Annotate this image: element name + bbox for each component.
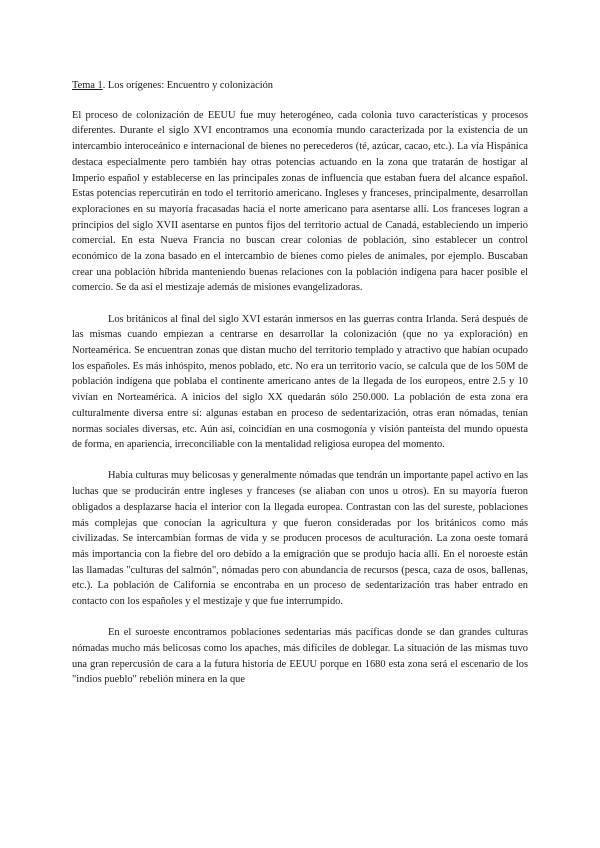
paragraph-3: Había culturas muy belicosas y generalmente nómadas que tendrán un importante papel activo en las luchas que se producirán entre ingleses y franceses (se aliaban con unos u otros). En su mayoría fueron obligados a desplazarse hacia el interior con la llegada europea. Contrastan con las del sureste, poblaciones más complejas que conocían la agricultura y que fueron consideradas por los británicos como más civilizadas. Se intercambian formas de vida y se producen procesos de aculturación. La zona oeste tomará más importancia con la fiebre del oro debido a la emigración que se produjo hacia allí. En el noroeste están las llamadas "culturas del salmón", nómadas pero con abundancia de recursos (pesca, caza de osos, ballenas, etc.). La población de California se encontraba en un proceso de sedentarización tras haber entrado en contacto con los españoles y el mestizaje y que fue interrumpido. (72, 470, 528, 608)
paragraph-4: En el suroeste encontramos poblaciones sedentarias más pacíficas donde se dan grandes culturas nómadas mucho más belicosas como los apaches, más difíciles de doblegar. La situación de las mismas tuvo una gran repercusión de cara a la futura historia de EEUU porque en 1680 esta zona será el escenario de los "indios pueblo" rebelión minera en la que (72, 627, 528, 686)
title-text: . Los orígenes: Encuentro y colonización (102, 80, 273, 91)
title-label: Tema 1 (72, 80, 103, 91)
document-page (72, 78, 528, 704)
paragraph-1: El proceso de colonización de EEUU fue muy heterogéneo, cada colonia tuvo características y procesos diferentes. Durante el siglo XVI encontramos una economía mundo caracterizada por la existencia de un intercambio interoceánico e internacional de bienes no perecederos (té, azúcar, cacao, etc.). La vía Hispánica destaca especialmente pero también hay otras potencias actuando en la zona que tratarán de hostigar al Imperio español y establecerse en las principales zonas de influencia que estaban fuera del alcance español. Estas potencias repercutirán en todo el territorio americano. Ingleses y franceses, principalmente, desarrollan exploraciones en su mayoría fracasadas hacia el norte americano para asentarse allí. Los franceses logran a principios del siglo XVII asentarse en puntos fijos del territorio actual de Canadá, estableciendo un imperio comercial. En esta Nueva Francia no buscan crear colonias de población, sino establecer un control económico de la zona basado en el intercambio de bienes como pieles de animales, por ejemplo. Buscaban crear una población híbrida manteniendo buenas relaciones con la población indígena para hacer posible el comercio. Se da así el mestizaje además de misiones evangelizadoras. (72, 109, 528, 294)
paragraph-2: Los británicos al final del siglo XVI estarán inmersos en las guerras contra Irlanda. Será después de las mismas cuando empiezan a centrarse en desarrollar la colonización (que no ya exploración) en Norteamérica. Se encuentran zonas que distan mucho del territorio templado y atractivo que habían ocupado los españoles. Es más inhóspito, menos poblado, etc. No era un territorio vacío, se calcula que de los 50M de población indígena que poblaba el continente americano antes de la llegada de los europeos, entre 2.5 y 10 vivían en Norteamérica. A inicios del siglo XX quedarán sólo 250.000. La población de esta zona era culturalmente diversa entre sí: algunas estaban en proceso de sedentarización, otras eran nómadas, tenían normas sociales diversas, etc. Aún así, coincidían en una cosmogonía y visión panteísta del mundo opuesta de forma, en apariencia, irreconciliable con la mentalidad religiosa europea del momento. (72, 313, 528, 451)
section-title (72, 78, 528, 94)
